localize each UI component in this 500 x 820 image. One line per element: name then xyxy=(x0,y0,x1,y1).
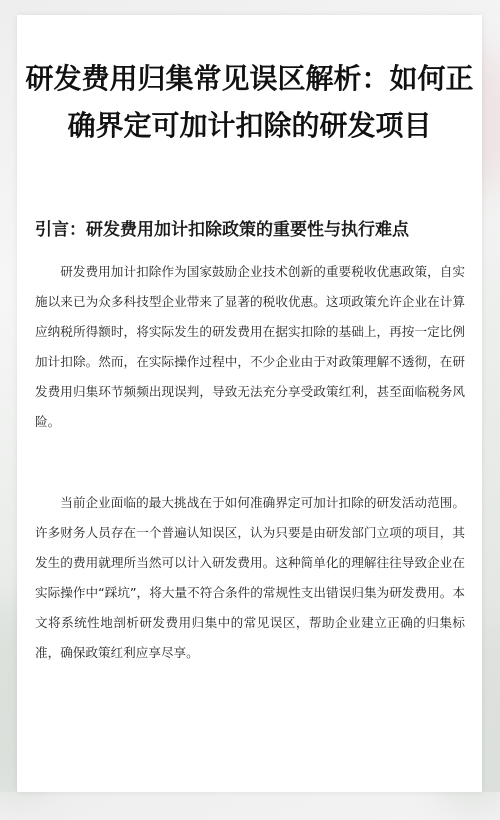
paragraph-2: 当前企业面临的最大挑战在于如何准确界定可加计扣除的研发活动范围。许多财务人员存在一个普遍认知误区，认为只要是由研发部门立项的项目，其发生的费用就理所当然可以计入研发费用。这种简单化的理解往往导致企业在实际操作中“踩坑”，将大量不符合条件的常规性支出错误归集为研发费用。本文将系统性地剖析研发费用归集中的常见误区，帮助企业建立正确的归集标准，确保政策红利应享尽享。 xyxy=(35,495,465,660)
intro-heading: 引言：研发费用加计扣除政策的重要性与执行难点 xyxy=(35,220,409,240)
article-title: 研发费用归集常见误区解析：如何正确界定可加计扣除的研发项目 xyxy=(25,62,474,142)
article-card xyxy=(17,15,482,792)
paragraph-1: 研发费用加计扣除作为国家鼓励企业技术创新的重要税收优惠政策，自实施以来已为众多科技型企业带来了显著的税收优惠。这项政策允许企业在计算应纳税所得额时，将实际发生的研发费用在据实扣除的基础上，再按一定比例加计扣除。然而，在实际操作过程中，不少企业由于对政策理解不透彻，在研发费用归集环节频频出现误判，导致无法充分享受政策红利，甚至面临税务风险。 xyxy=(35,264,465,429)
